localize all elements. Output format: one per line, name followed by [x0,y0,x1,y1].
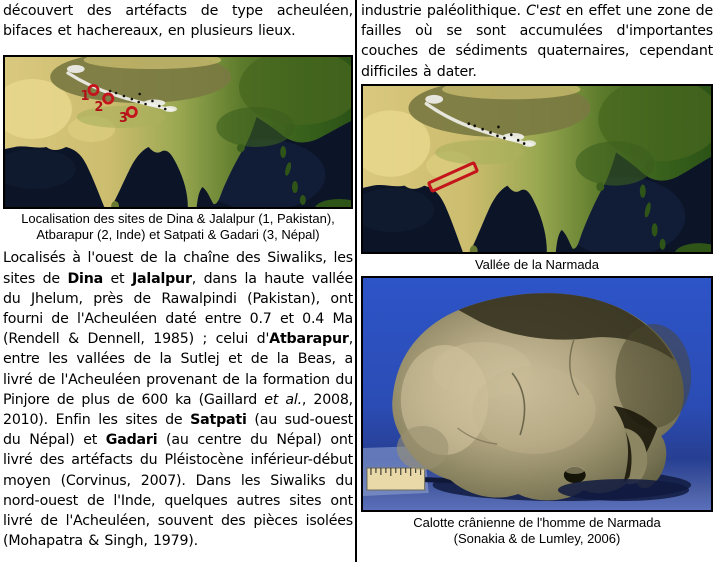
left-column [0,0,355,562]
right-intro-paragraph: industrie paléolithique. C'est en effet une zone de failles où se sont accumulées d'importantes couches de sédiments quaternaires, cependant difficiles à dater. [361,3,714,80]
narmada-map-caption: Vallée de la Narmada [474,256,600,272]
skull-photo-caption [361,515,713,546]
right-column [357,0,715,562]
siwaliks-map-caption-line1: Localisation des sites de Dina & Jalalpur (1, Pakistan), [21,211,335,227]
left-intro-paragraph: découvert des artéfacts de type acheuléen, bifaces et hachereaux, en plusieurs lieux. [3,3,353,40]
skull-calvaria [392,293,691,500]
site-marker-label-1: 1 [80,89,90,105]
site-marker-label-3: 3 [119,111,128,127]
scale-ruler [367,468,425,490]
left-body-paragraph: Localisés à l'ouest de la chaîne des Siwaliks, les sites de Dina et Jalalpur, dans la haute vallée du Jhelum, près de Rawalpindi (Pakistan), ont fourni de l'Acheuléen daté entre 0.7 et 0.4 Ma (Rendell & Dennell, 1985) ; celui d'Atbarapur, entre les vallées de la Sutlej et de la Beas, a livré de l'Acheuléen provenant de la formation du Pinjore de plus de 600 ka (Gaillard et al., 2008, 2010). Enfin les sites de Satpati (au sud-ouest du Népal) et Gadari (au centre du Népal) ont livré des artéfacts du Pléistocène inférieur-début moyen (Corvinus, 2007). Dans les Siwaliks du nord-ouest de l'Inde, quelques autres sites ont livré de l'Acheuléen, souvent des pièces isolées (Mohapatra & Singh, 1979). [3,250,353,550]
skull-caption-line1: Calotte crânienne de l'homme de Narmada [413,515,661,531]
skull-photo [361,276,713,512]
site-marker-label-2: 2 [94,100,104,116]
narmada-valley-map [361,84,713,254]
narmada-map-image [363,86,711,252]
siwaliks-map-image [5,57,351,207]
siwaliks-map-caption [3,211,353,242]
skull-caption-line2: (Sonakia & de Lumley, 2006) [453,530,621,546]
skull-photo-image [363,278,711,510]
siwaliks-sites-map [3,55,353,209]
siwaliks-map-caption-line2: Atbarapur (2, Inde) et Satpati & Gadari (3, Népal) [36,226,320,242]
